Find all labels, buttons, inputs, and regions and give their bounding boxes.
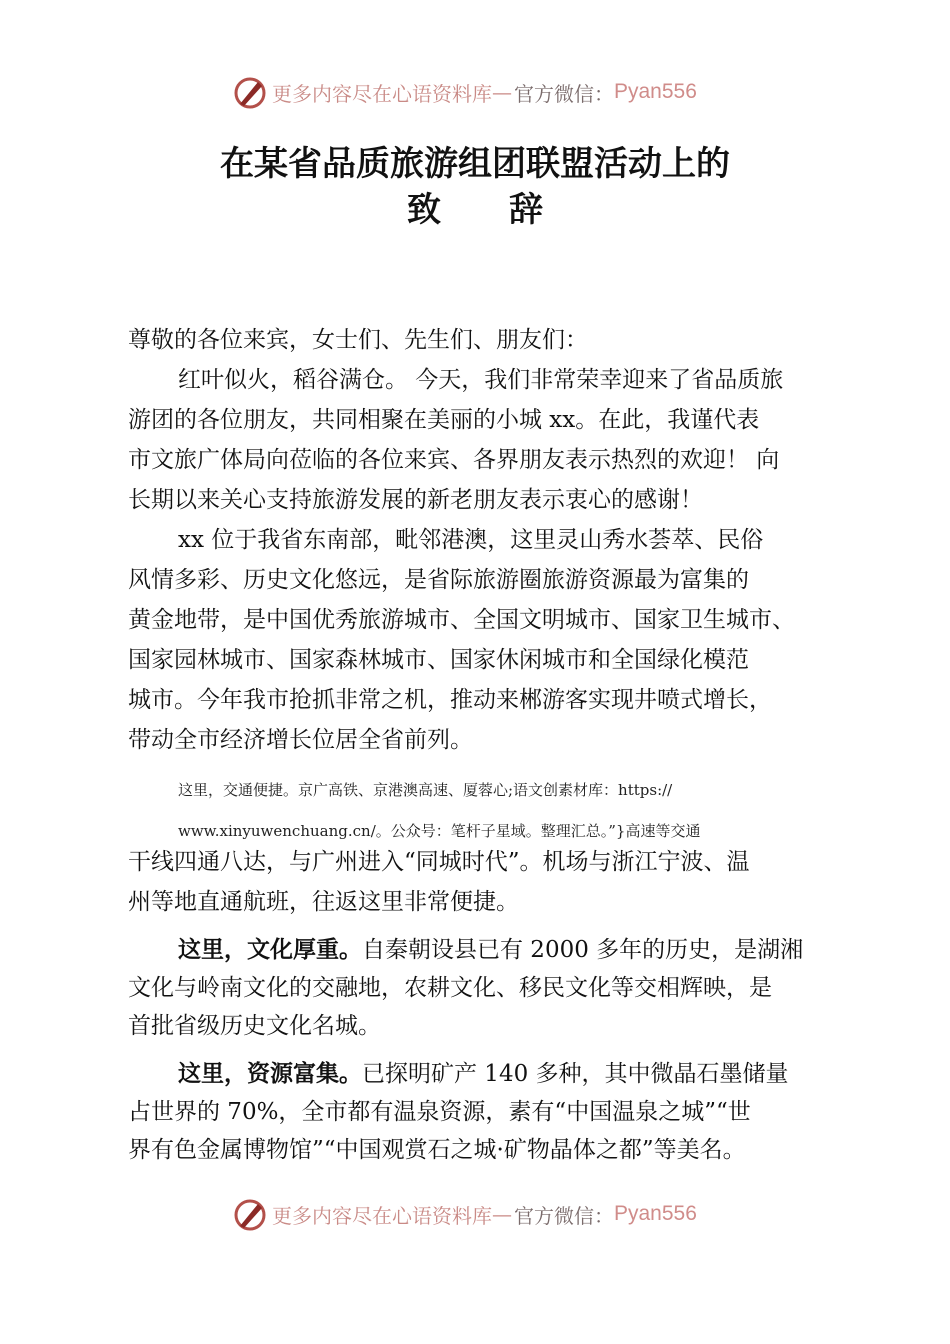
body-line: 文化与岭南文化的交融地，农耕文化、移民文化等交相辉映，是 — [128, 975, 772, 1001]
body-line: 长期以来关心支持旅游发展的新老朋友表示衷心的感谢！ — [128, 487, 703, 513]
salutation: 尊敬的各位来宾，女士们、先生们、朋友们： — [128, 327, 588, 353]
body-line: 城市。今年我市抢抓非常之机，推动来郴游客实现井喷式增长， — [128, 687, 772, 713]
watermark-id: Pyan556 — [614, 80, 697, 103]
culture-text: 自秦朝设县已有 2000 多年的历史，是湖湘 — [362, 937, 804, 963]
pen-logo-icon — [232, 1196, 268, 1232]
watermark-text: 更多内容尽在心语资料库 — [272, 1203, 492, 1228]
body-line: 界有色金属博物馆”“中国观赏石之城·矿物晶体之都”等美名。 — [128, 1137, 746, 1163]
culture-line — [178, 934, 803, 966]
body-line: 黄金地带，是中国优秀旅游城市、全国文明城市、国家卫生城市、 — [128, 607, 795, 633]
culture-heading: 这里，文化厚重。 — [178, 937, 362, 963]
watermark-wechat: 官方微信： — [514, 81, 614, 106]
footer-watermark — [232, 1194, 697, 1234]
body-line: 风情多彩、历史文化悠远，是省际旅游圈旅游资源最为富集的 — [128, 567, 749, 593]
body-line: 市文旅广体局向莅临的各位来宾、各界朋友表示热烈的欢迎！ 向 — [128, 447, 780, 473]
pen-logo-icon — [232, 74, 268, 110]
small-line: 这里，交通便捷。京广高铁、京港澳高速、厦蓉心;语文创素材库：https:// — [178, 781, 673, 799]
body-line: 红叶似火，稻谷满仓。 今天，我们非常荣幸迎来了省品质旅 — [178, 367, 784, 393]
title-line-1: 在某省品质旅游组团联盟活动上的 — [220, 144, 730, 184]
watermark-wechat: 官方微信： — [514, 1203, 614, 1228]
watermark-dash: — — [492, 80, 512, 104]
body-line: 游团的各位朋友，共同相聚在美丽的小城 xx。在此，我谨代表 — [128, 407, 760, 433]
body-line: 州等地直通航班，往返这里非常便捷。 — [128, 889, 519, 915]
body-line: 带动全市经济增长位居全省前列。 — [128, 727, 473, 753]
body-line: 占世界的 70%，全市都有温泉资源，素有“中国温泉之城”“世 — [128, 1099, 751, 1125]
body-line: 干线四通八达，与广州进入“同城时代”。机场与浙江宁波、温 — [128, 849, 750, 875]
small-line: www.xinyuwenchuang.cn/。公众号：笔杆子星域。整理汇总。”}高速等交通 — [178, 822, 701, 840]
header-watermark — [232, 72, 697, 112]
body-line: 首批省级历史文化名城。 — [128, 1013, 381, 1039]
resource-text: 已探明矿产 140 多种，其中微晶石墨储量 — [362, 1061, 789, 1087]
watermark-dash: — — [492, 1202, 512, 1226]
body-line: 国家园林城市、国家森林城市、国家休闲城市和全国绿化模范 — [128, 647, 749, 673]
resource-line — [178, 1058, 789, 1090]
watermark-text: 更多内容尽在心语资料库 — [272, 81, 492, 106]
resource-heading: 这里，资源富集。 — [178, 1061, 362, 1087]
body-line: xx 位于我省东南部，毗邻港澳，这里灵山秀水荟萃、民俗 — [178, 527, 764, 553]
watermark-id: Pyan556 — [614, 1202, 697, 1225]
title-line-2: 致 辞 — [407, 190, 543, 230]
